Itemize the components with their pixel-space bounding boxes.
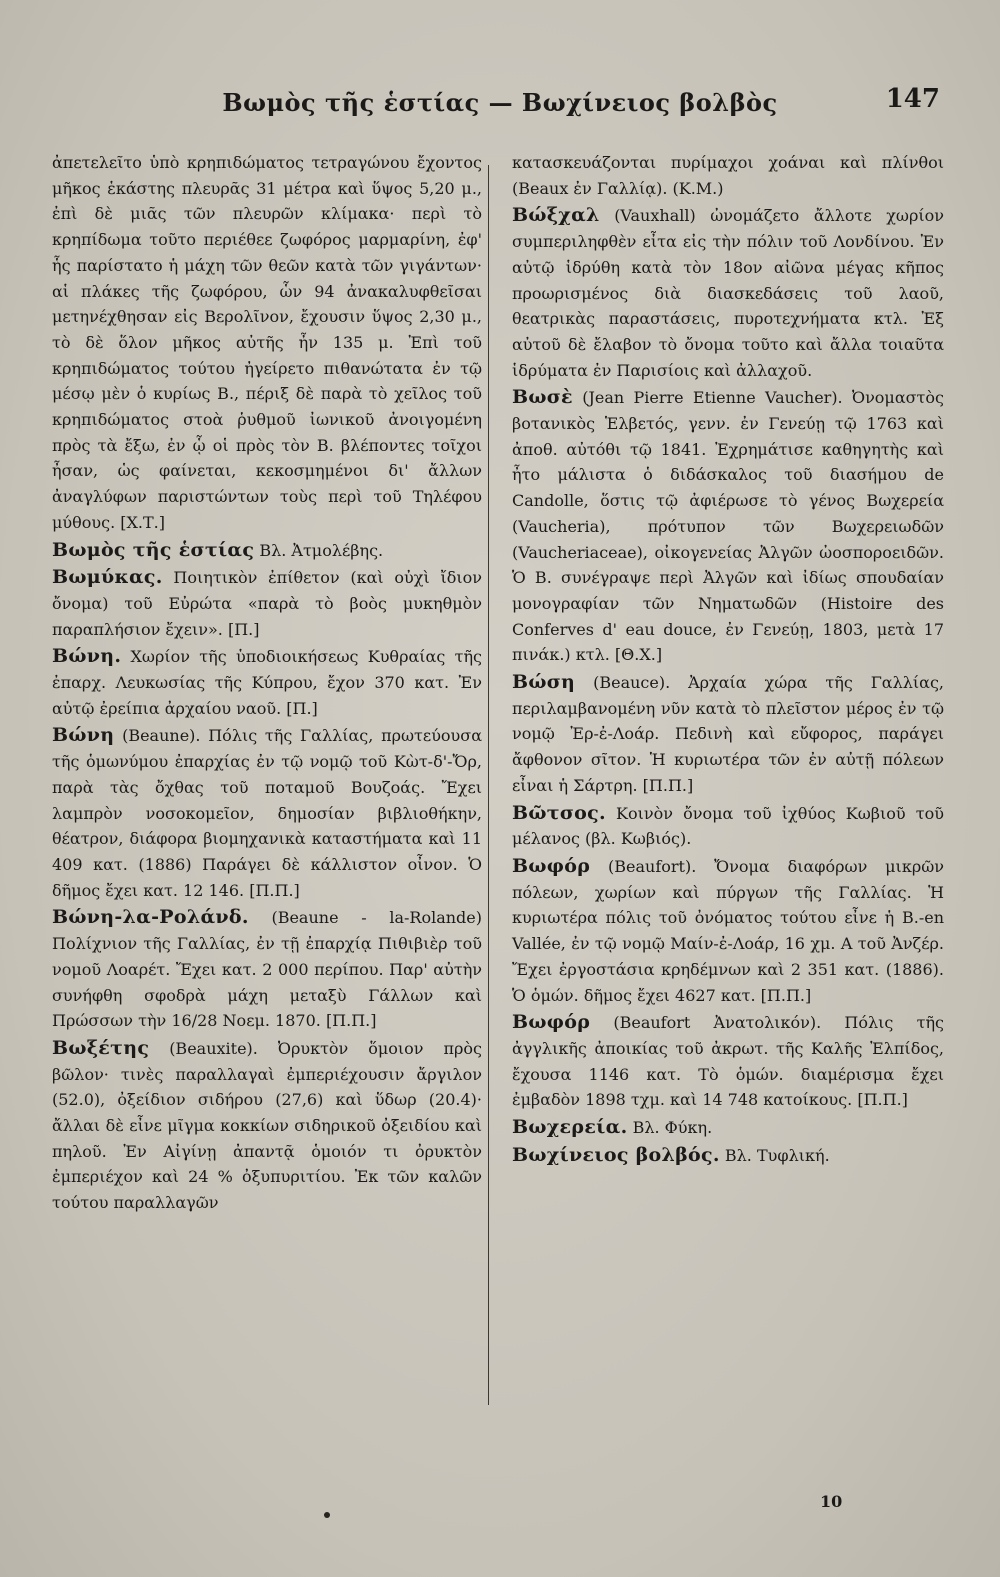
signature-mark: 10 — [820, 1492, 843, 1511]
entry — [512, 854, 944, 1008]
entry — [512, 385, 944, 668]
headword: Βώνη-λα-Ρολάνδ. — [52, 906, 249, 929]
entry — [512, 801, 944, 852]
entry-text: κατασκευάζονται πυρίμαχοι χοάναι καὶ πλίνθοι (Beaux ἐν Γαλλίᾳ). (Κ.Μ.) — [512, 153, 944, 198]
entry-text: (Beaune). Πόλις τῆς Γαλλίας, πρωτεύουσα τῆς ὁμωνύμου ἐπαρχίας ἐν τῷ νομῷ τοῦ Κὼτ-δ'-Ὄρ, παρὰ τὰς ὄχθας τοῦ ποταμοῦ Βουζοάς. Ἔχει λαμπρὸν νοσοκομεῖον, δημοσίαν βιβλιοθήκην, θέατρον, διάφορα βιομηχανικὰ καταστήματα καὶ 11 409 κατ. (1886) Παράγει δὲ κάλλιστον οἶνον. Ὁ δῆμος ἔχει κατ. 12 146. [Π.Π.] — [52, 726, 482, 900]
headword: Βωχίνειος βολβός. — [512, 1143, 720, 1166]
page-number: 147 — [885, 84, 940, 114]
entry — [52, 1036, 482, 1216]
entry — [52, 565, 482, 642]
entry-text: Βλ. Φύκη. — [627, 1118, 713, 1138]
entry-text: (Beauce). Ἀρχαία χώρα τῆς Γαλλίας, περιλαμβανομένη νῦν κατὰ τὸ πλεῖστον μέρος ἐν τῷ νομῷ Ἐρ-ἐ-Λοάρ. Πεδινὴ καὶ εὔφορος, παράγει ἄφθονον σῖτον. Ἡ κυριωτέρα τῶν ἐν αὐτῇ πόλεων εἶναι ἡ Σάρτρη. [Π.Π.] — [512, 673, 944, 795]
entry — [512, 203, 944, 383]
entry-text: (Beaufort). Ὄνομα διαφόρων μικρῶν πόλεων, χωρίων καὶ πύργων τῆς Γαλλίας. Ἡ κυριωτέρα πόλις τοῦ ὀνόματος τούτου εἶνε ἡ Β.-en Vallée, ἐν τῷ νομῷ Μαίν-ἐ-Λοάρ, 16 χμ. Α τοῦ Ἀνζέρ. Ἔχει ἐργοστάσια κρηδέμνων καὶ 2 351 κατ. (1886). Ὁ ὁμών. δῆμος ἔχει 4627 κατ. [Π.Π.] — [512, 856, 944, 1005]
entry-text: Βλ. Τυφλική. — [719, 1145, 830, 1165]
headword: Βωμύκας. — [52, 566, 163, 589]
left-column — [52, 150, 482, 1218]
right-column — [512, 150, 944, 1170]
headword: Βώνη. — [52, 645, 122, 668]
entry — [52, 150, 482, 536]
entry — [512, 150, 944, 201]
headword: Βώνη — [52, 724, 115, 747]
entry — [52, 723, 482, 903]
header-title: Βωμὸς τῆς ἑστίας — Βωχίνειος βολβὸς — [222, 88, 778, 117]
entry-text: (Jean Pierre Etienne Vaucher). Ὀνομαστὸς βοτανικὸς Ἑλβετός, γενν. ἐν Γενεύῃ τῷ 1763 καὶ ἀποθ. αὐτόθι τῷ 1841. Ἐχρημάτισε καθηγητὴς καὶ ἦτο μάλιστα ὁ διδάσκαλος τοῦ διασήμου de Candolle, ὅστις τῷ ἀφιέρωσε τὸ γένος Βωχερεία (Vaucheria), πρότυπον τῶν Βωχερειωδῶν (Vaucheriaceae), οἰκογενείας Ἀλγῶν ὠοσποροειδῶν. Ὁ Β. συνέγραψε περὶ Ἀλγῶν καὶ ἰδίως σπουδαίαν μονογραφίαν τῶν Νηματωδῶν (Histoire des Conferves d' eau douce, ἐν Γενεύῃ, 1803, μετὰ 17 πινάκ.) κτλ. [Θ.Χ.] — [512, 388, 944, 665]
entry — [512, 670, 944, 799]
entry-text: (Beauxite). Ὀρυκτὸν ὅμοιον πρὸς βῶλον· τινὲς παραλλαγαὶ ἐμπεριέχουσιν ἄργιλον (52.0), ὀξείδιον σιδήρου (27,6) καὶ ὕδωρ (20.4)· ἄλλαι δὲ εἶνε μῖγμα κοκκίων σιδηρικοῦ ὀξειδίου καὶ πηλοῦ. Ἐν Αἰγίνῃ ἀπαντᾷ ὁμοιόν τι ὀρυκτὸν ἐμπεριέχον καὶ 24 % ὀξυπυριτίου. Ἐκ τῶν καλῶν τούτου παραλλαγῶν — [52, 1038, 482, 1213]
ink-speck — [324, 1512, 330, 1518]
headword: Βωμὸς τῆς ἑστίας — [52, 538, 255, 561]
headword: Βωξέτης — [52, 1036, 150, 1059]
headword: Βωχερεία. — [512, 1116, 628, 1139]
headword: Βωσὲ — [512, 386, 573, 409]
entry-text: ἀπετελεῖτο ὑπὸ κρηπιδώματος τετραγώνου ἔχοντος μῆκος ἑκάστης πλευρᾶς 31 μέτρα καὶ ὕψος 5,20 μ., ἐπὶ δὲ μιᾶς τῶν πλευρῶν κλίμακα· περὶ τὸ κρηπίδωμα τοῦτο περιέθεε ζωφόρος μαρμαρίνη, ἐφ' ἧς παρίστατο ἡ μάχη τῶν θεῶν κατὰ τῶν γιγάντων· αἱ πλάκες τῆς ζωφόρου, ὧν 94 ἀνακαλυφθεῖσαι μετηνέχθησαν εἰς Βερολῖνον, ἔχουσιν ὕψος 2,30 μ., τὸ δὲ ὅλον μῆκος αὐτῆς ἦν 135 μ. Ἐπὶ τοῦ κρηπιδώματος τούτου ἠγείρετο πιθανώτατα ἐν τῷ μέσῳ μὲν ὁ κυρίως Β., πέριξ δὲ παρὰ τὸ χεῖλος τοῦ κρηπιδώματος στοὰ ῥυθμοῦ ἰωνικοῦ ἀνοιγομένη πρὸς τὰ ἔξω, ἐν ᾧ οἱ πρὸς τὸν Β. βλέποντες τοῖχοι ἦσαν, ὡς φαίνεται, κεκοσμημένοι δι' ἄλλων ἀναγλύφων παριστώντων τοὺς περὶ τοῦ Τηλέφου μύθους. [Χ.Τ.] — [52, 153, 482, 532]
entry — [52, 905, 482, 1034]
headword: Βωφόρ — [512, 854, 591, 877]
entry-text: Κοινὸν ὄνομα τοῦ ἰχθύος Κωβιοῦ τοῦ μέλανος (βλ. Κωβιός). — [512, 803, 944, 849]
entry — [52, 538, 482, 564]
headword: Βώξχαλ — [512, 204, 600, 227]
entry — [52, 644, 482, 721]
column-divider — [488, 165, 489, 1405]
entry-text: Ποιητικὸν ἐπίθετον (καὶ οὐχὶ ἴδιον ὄνομα) τοῦ Εὐρώτα «παρὰ τὸ βοὸς μυκηθμὸν παραπλήσιον ἔχειν». [Π.] — [52, 568, 482, 639]
entry — [512, 1115, 944, 1141]
entry-text: (Beaufort Ἀνατολικόν). Πόλις τῆς ἀγγλικῆς ἀποικίας τοῦ ἀκρωτ. τῆς Καλῆς Ἐλπίδος, ἔχουσα 1146 κατ. Τὸ ὁμών. διαμέρισμα ἔχει ἐμβαδὸν 1898 τχμ. καὶ 14 748 κατοίκους. [Π.Π.] — [512, 1013, 944, 1110]
entry-text: (Vauxhall) ὠνομάζετο ἄλλοτε χωρίον συμπεριληφθὲν εἶτα εἰς τὴν πόλιν τοῦ Λονδίνου. Ἐν αὐτῷ ἱδρύθη κατὰ τὸν 18ον αἰῶνα μέγας κῆπος προωρισμένος διὰ διασκεδάσεις τοῦ λαοῦ, θεατρικὰς παραστάσεις, πυροτεχνήματα κτλ. Ἐξ αὐτοῦ δὲ ἔλαβον τὸ ὄνομα τοῦτο καὶ ἄλλα τοιαῦτα ἱδρύματα ἐν Παρισίοις καὶ ἀλλαχοῦ. — [512, 206, 944, 380]
entry-text: Βλ. Ἀτμολέβης. — [254, 540, 384, 560]
entry-text: Χωρίον τῆς ὑποδιοικήσεως Κυθραίας τῆς ἐπαρχ. Λευκωσίας τῆς Κύπρου, ἔχον 370 κατ. Ἐν αὐτῷ ἐρείπια ἀρχαίου ναοῦ. [Π.] — [52, 647, 482, 718]
running-header — [40, 84, 960, 132]
entry — [512, 1010, 944, 1113]
entry-text: (Beaune - la-Rolande) Πολίχνιον τῆς Γαλλίας, ἐν τῇ ἐπαρχίᾳ Πιθιβιὲρ τοῦ νομοῦ Λοαρέτ. Ἔχει κατ. 2 000 περίπου. Παρ' αὐτὴν συνήφθη σφοδρὰ μάχη μεταξὺ Γάλλων καὶ Πρώσσων τὴν 16/28 Νοεμ. 1870. [Π.Π.] — [52, 908, 482, 1031]
headword: Βώση — [512, 671, 576, 694]
entry — [512, 1143, 944, 1169]
headword: Βωφόρ — [512, 1011, 591, 1034]
headword: Βῶτσος. — [512, 801, 606, 824]
